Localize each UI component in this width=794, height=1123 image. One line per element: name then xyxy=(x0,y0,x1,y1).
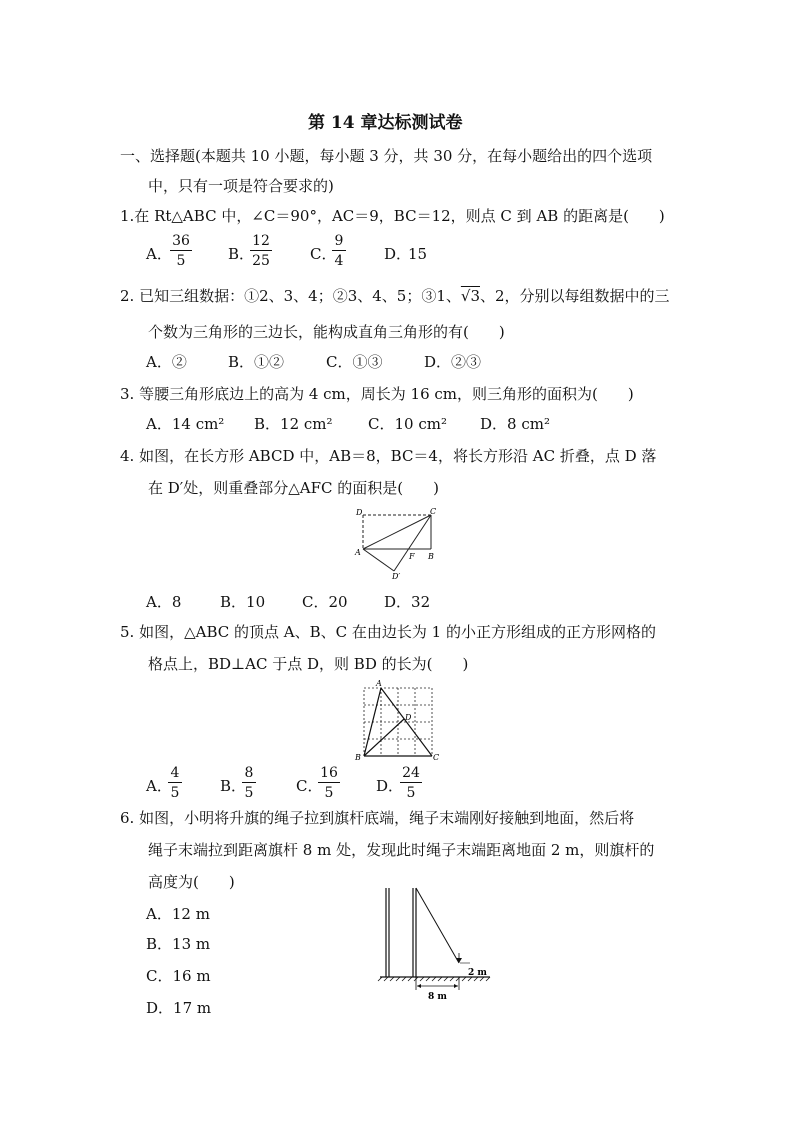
segment-d-prime-c xyxy=(394,515,431,571)
q2-option-d: D．②③ xyxy=(424,353,482,371)
q5-figure xyxy=(350,678,446,762)
q5-option-c-label: C． xyxy=(296,777,323,795)
q6-option-b: B．13 m xyxy=(146,935,211,953)
q1-option-b-fraction: 12 25 xyxy=(250,233,272,269)
distance-arrowhead-left-icon xyxy=(417,984,421,988)
q4-option-a: A．8 xyxy=(146,593,182,611)
q3-option-b: B．12 cm² xyxy=(254,415,333,433)
height-arrowhead-icon xyxy=(456,958,462,963)
label-b: B xyxy=(355,753,361,762)
diagonal-ac xyxy=(363,515,431,549)
page-title: 第 14 章达标测试卷 xyxy=(308,113,463,133)
q5-option-d-fraction: 24 5 xyxy=(400,765,422,801)
q4-stem-line1: 4. 如图，在长方形 ABCD 中，AB＝8，BC＝4，将长方形沿 AC 折叠，点 D 落 xyxy=(120,447,657,465)
q4-figure xyxy=(350,504,450,582)
q2-option-c: C．①③ xyxy=(326,353,383,371)
segment-ad-prime xyxy=(363,549,394,571)
q5-option-c-fraction: 16 5 xyxy=(318,765,340,801)
q5-stem-line1: 5. 如图，△ABC 的顶点 A、B、C 在由边长为 1 的小正方形组成的正方形网格的 xyxy=(120,623,656,641)
label-c: C xyxy=(430,507,437,516)
q1-option-c-label: C． xyxy=(310,245,337,263)
q3-option-a: A．14 cm² xyxy=(146,415,225,433)
q1-option-a-fraction: 36 5 xyxy=(170,233,192,269)
q1-option-a-label: A． xyxy=(146,245,172,263)
section-heading-line2: 中，只有一项是符合要求的) xyxy=(148,177,334,195)
q2-option-b: B．①② xyxy=(228,353,285,371)
label-a: A xyxy=(355,548,361,557)
q6-figure xyxy=(370,880,500,1006)
side-ab xyxy=(364,688,381,756)
q1-option-d-label: D． xyxy=(384,245,412,263)
q5-option-a-fraction: 4 5 xyxy=(168,765,182,801)
section-heading-line1: 一、选择题(本题共 10 小题，每小题 3 分，共 30 分，在每小题给出的四个选项 xyxy=(120,147,653,165)
q1-option-c-fraction: 9 4 xyxy=(332,233,346,269)
q6-option-a: A．12 m xyxy=(146,905,210,923)
q4-option-c: C．20 xyxy=(302,593,348,611)
q1-option-d-value: 15 xyxy=(408,245,428,263)
q1-stem: 1.在 Rt△ABC 中，∠C＝90°，AC＝9，BC＝12，则点 C 到 AB 的距离是( ) xyxy=(120,207,665,225)
q5-stem-line2: 格点上，BD⊥AC 于点 D，则 BD 的长为( ) xyxy=(148,655,469,673)
q6-option-c: C．16 m xyxy=(146,967,211,985)
label-d-prime: D′ xyxy=(392,572,401,581)
flagpole-left xyxy=(386,888,389,977)
q5-option-b-label: B． xyxy=(220,777,247,795)
distance-arrowhead-right-icon xyxy=(454,984,458,988)
q5-option-d-label: D． xyxy=(376,777,404,795)
q3-option-c: C．10 cm² xyxy=(368,415,447,433)
q6-option-d: D．17 m xyxy=(146,999,212,1017)
q1-option-b-label: B． xyxy=(228,245,255,263)
label-f: F xyxy=(409,552,415,561)
label-c: C xyxy=(433,753,440,762)
q6-stem-line2: 绳子末端拉到距离旗杆 8 m 处，发现此时绳子末端距离地面 2 m，则旗杆的 xyxy=(148,841,655,859)
rope xyxy=(416,888,459,963)
sqrt-radical: √3 xyxy=(460,287,480,305)
q6-stem-line1: 6. 如图，小明将升旗的绳子拉到旗杆底端，绳子末端刚好接触到地面，然后将 xyxy=(120,809,635,827)
label-d: D xyxy=(356,508,363,517)
q2-stem-line2: 个数为三角形的三边长，能构成直角三角形的有( ) xyxy=(148,323,505,341)
label-a: A xyxy=(376,679,382,688)
q4-option-d: D．32 xyxy=(384,593,431,611)
q5-option-b-fraction: 8 5 xyxy=(242,765,256,801)
flagpole-right xyxy=(413,888,416,977)
label-distance: 8 m xyxy=(428,992,447,1002)
q6-stem-line3: 高度为( ) xyxy=(148,873,235,891)
label-b: B xyxy=(428,552,434,561)
q4-option-b: B．10 xyxy=(220,593,266,611)
label-d: D xyxy=(405,713,412,722)
q2-stem-line1: 2. 已知三组数据：①2、3、4；②3、4、5；③1、√3、2，分别以每组数据中的三 xyxy=(120,287,670,305)
q5-option-a-label: A． xyxy=(146,777,172,795)
q4-stem-line2: 在 D′处，则重叠部分△AFC 的面积是( ) xyxy=(148,479,439,497)
q3-option-d: D．8 cm² xyxy=(480,415,550,433)
label-height: 2 m xyxy=(468,968,487,978)
q3-stem: 3. 等腰三角形底边上的高为 4 cm，周长为 16 cm，则三角形的面积为( ) xyxy=(120,385,634,403)
q2-option-a: A．② xyxy=(146,353,187,371)
